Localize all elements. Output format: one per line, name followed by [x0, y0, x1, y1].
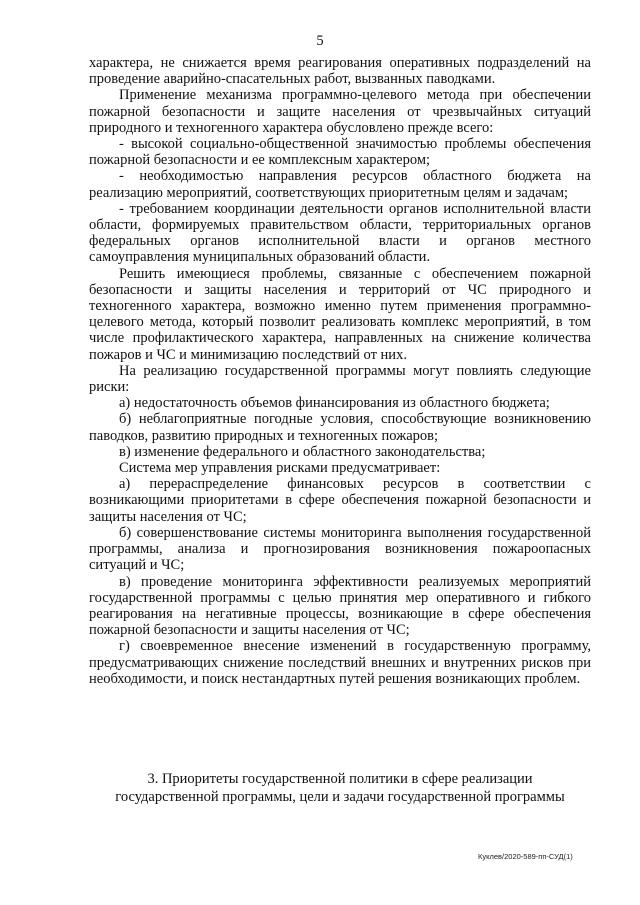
body-paragraph: Применение механизма программно-целевого метода при обеспечении пожарной безопасности и защите населения от чрезвычайных ситуаций природного и техногенного характера обусловлено прежде всего:	[89, 87, 591, 136]
list-item: - требованием координации деятельности органов исполнительной власти области, формируемых правительством области, территориальных органов федеральных органов исполнительной власти и органов местного самоуправления муниципальных образований области.	[89, 200, 591, 266]
list-item: б) совершенствование системы мониторинга выполнения государственной программы, анализа и прогнозирования возникновения пожароопасных ситуаций и ЧС;	[89, 524, 591, 574]
body-paragraph: Система мер управления рисками предусматривает:	[119, 460, 441, 477]
body-paragraph: Решить имеющиеся проблемы, связанные с обеспечением пожарной безопасности и защиты населения и территорий от ЧС природного и техногенного характера, возможно именно путем применения программно-целевого метода, который позволит реализовать комплекс мероприятий, в том числе профилактического характера, направленных на снижение количества пожаров и ЧС и минимизацию последствий от них.	[89, 265, 591, 363]
document-code: Куклев/2020-589-пп-СУД(1)	[478, 852, 573, 861]
list-item: - высокой социально-общественной значимостью проблемы обеспечения пожарной безопасности и ее комплексным характером;	[89, 136, 591, 169]
list-item: - необходимостью направления ресурсов областного бюджета на реализацию мероприятий, соответствующих приоритетным целям и задачам;	[89, 168, 591, 201]
section-heading-line: государственной программы, цели и задачи государственной программы	[115, 789, 565, 805]
list-item: а) недостаточность объемов финансирования из областного бюджета;	[119, 395, 550, 412]
list-item: г) своевременное внесение изменений в государственную программу, предусматривающих снижение последствий внешних и внутренних рисков при необходимости, и поиск нестандартных путей решения возникающих проблем.	[89, 638, 591, 687]
section-heading	[89, 770, 591, 806]
section-heading-line: 3. Приоритеты государственной политики в сфере реализации	[147, 771, 533, 787]
list-item: в) изменение федерального и областного законодательства;	[119, 443, 486, 460]
page-number: 5	[316, 33, 324, 49]
list-item: в) проведение мониторинга эффективности реализуемых мероприятий государственной программы с целью принятия мер оперативного и гибкого реагирования на негативные процессы, возникающие в сфере обеспечения пожарной безопасности и защиты населения от ЧС;	[89, 573, 591, 639]
list-item: б) неблагоприятные погодные условия, способствующие возникновению паводков, развитию природных и техногенных пожаров;	[89, 411, 591, 444]
list-item: а) перераспределение финансовых ресурсов в соответствии с возникающими приоритетами в сфере обеспечения пожарной безопасности и защиты населения от ЧС;	[89, 476, 591, 525]
body-paragraph: характера, не снижается время реагирования оперативных подразделений на проведение аварийно-спасательных работ, вызванных паводками.	[89, 55, 591, 88]
document-body	[89, 55, 591, 687]
body-paragraph: На реализацию государственной программы могут повлиять следующие риски:	[89, 362, 591, 396]
